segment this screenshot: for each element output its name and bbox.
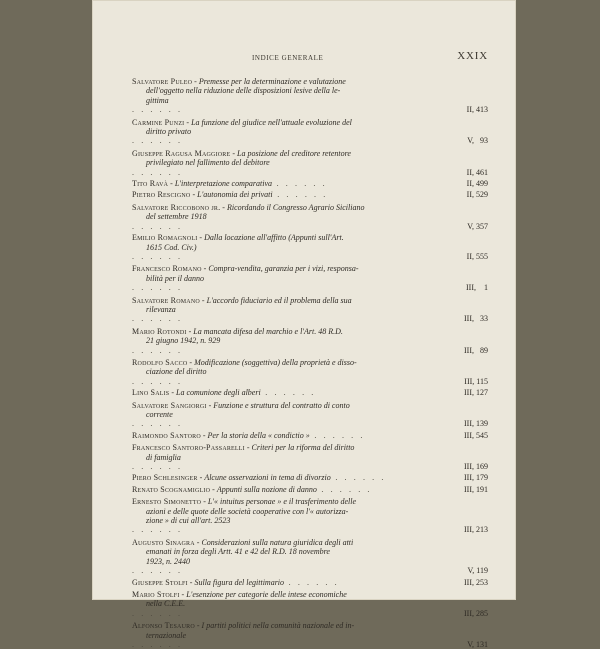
index-entry [132, 179, 488, 188]
entry-text: Alfonso Tesauro - I partiti politici nella comunità nazionale ed in- ternazionale . . . . . . [132, 621, 355, 649]
entry-author: Carmine Punzi [132, 117, 185, 127]
entry-text: Rodolfo Sacco - Modificazione (soggettiva) della proprietà e disso- ciazione del diritto . . . . . . [132, 357, 357, 386]
leader-dots: . . . . . . [132, 566, 183, 576]
entry-title-line: Dalla locazione all'affitto (Appunti sull'Art. [204, 233, 344, 243]
leader-dots: . . . . . . [272, 179, 328, 189]
entry-title-line: La comunione degli alberi [176, 388, 261, 398]
entry-text: Renato Scognamiglio - Appunti sulla nozione di danno . . . . . . [132, 484, 373, 494]
entry-text: Carmine Punzi - La funzione del giudice nell'attuale evoluzione del diritto privato . . . . . . [132, 117, 352, 146]
entry-title-line: 1615 Cod. Civ.) [146, 242, 197, 252]
entry-page-ref: III, 1 [466, 283, 488, 293]
entry-title-line: L'esenzione per categorie delle intese economiche [186, 589, 347, 599]
leader-dots: . . . . . . [132, 314, 183, 324]
index-entry [132, 473, 488, 482]
entry-page-ref: V, 93 [467, 136, 488, 146]
entry-page-ref: II, 413 [466, 105, 488, 115]
entry-title-line: La funzione del giudice nell'attuale evoluzione del [191, 117, 352, 127]
entry-title-line: bilità per il danno [146, 273, 204, 283]
entry-title-line: Premesse per la determinazione e valutazione [198, 77, 346, 86]
entry-text: Lino Salis - La comunione degli alberi . . . . . . [132, 388, 316, 398]
entry-title-line: Compra-vendita, garanzia per i vizi, responsa- [208, 264, 359, 274]
entry-title-line: Per la storia della « condictio » [207, 430, 310, 440]
index-entry [132, 358, 488, 386]
entry-author: Tito Ravà [132, 179, 169, 189]
running-title: INDICE GENERALE [252, 54, 324, 62]
index-entry [132, 327, 488, 355]
entry-text: Raimondo Santoro - Per la storia della « condictio » . . . . . . [132, 430, 365, 440]
entry-title-line: La posizione del creditore retentore [237, 148, 351, 158]
entry-title-line: L'« intuitus personae » e il trasferimento delle [207, 497, 357, 507]
entry-text: Salvatore Sangiorgi - Funzione e struttura del contratto di conto corrente . . . . . . [132, 400, 350, 429]
leader-dots: . . . . . . [132, 283, 183, 293]
entry-title-line: Ricordando il Congresso Agrario Siciliano [226, 202, 365, 212]
leader-dots: . . . . . . [132, 251, 183, 261]
entry-text: Pietro Rescigno - L'autonomia dei privati . . . . . . [132, 190, 328, 200]
index-entry [132, 590, 488, 618]
entry-page-ref: III, 213 [464, 525, 488, 535]
entry-text: Salvatore Romano - L'accordo fiduciario ed il problema della sua rilevanza . . . . . . [132, 295, 352, 324]
leader-dots: . . . . . . [132, 419, 183, 429]
entry-title-line: zione » di cui all'art. 2523 [146, 516, 231, 526]
entry-title-line: L'interpretazione comparativa [174, 179, 272, 189]
leader-dots: . . . . . . [272, 190, 328, 200]
entry-title-line: nella C.E.E. [146, 599, 186, 609]
entry-title-line: Appunti sulla nozione di danno [216, 484, 317, 494]
entry-title-line: gittima [146, 95, 169, 105]
leader-dots: . . . . . . [309, 430, 365, 440]
entry-title-line: dell'oggetto nella riduzione delle disposizioni lesive della le- [146, 86, 341, 96]
entry-title-line: del settembre 1918 [146, 212, 207, 222]
entry-text: Giuseppe Ragusa Maggiore - La posizione del creditore retentore privilegiato nel fallimento del debitore . . . . . . [132, 148, 351, 177]
entry-page-ref: II, 529 [466, 190, 488, 200]
leader-dots: . . . . . . [132, 376, 183, 386]
index-entry [132, 203, 488, 231]
entry-page-ref: V, 357 [467, 221, 488, 231]
entry-text: Francesco Santoro-Passarelli - Criteri per la riforma del diritto di famiglia . . . . . . [132, 443, 355, 472]
entry-title-line: diritto privato [146, 127, 192, 137]
entry-title-line: Criteri per la riforma del diritto [251, 443, 355, 453]
index-entry [132, 149, 488, 177]
entry-title-line: La mancata difesa del marchio e l'Art. 48 R.D. [193, 326, 343, 336]
entry-text: Francesco Romano - Compra-vendita, garanzia per i vizi, responsa- bilità per il danno . . . . . . [132, 264, 359, 293]
entry-title-line: L'autonomia dei privati [197, 190, 273, 200]
entry-page-ref: III, 191 [464, 484, 488, 494]
entry-title-line: Alcune osservazioni in tema di divorzio [204, 473, 331, 483]
entry-page-ref: II, 499 [466, 179, 488, 189]
entry-author: Renato Scognamiglio [132, 484, 211, 494]
entry-title-line: 21 giugno 1942, n. 929 [146, 336, 221, 346]
page-number: XXIX [457, 50, 488, 62]
entry-author: Mario Rotondi [132, 326, 187, 336]
entry-page-ref: III, 179 [464, 473, 488, 483]
leader-dots: . . . . . . [132, 525, 183, 535]
entry-title-line: emanati in forza degli Artt. 41 e 42 del R.D. 18 novembre [146, 547, 330, 557]
entry-title-line: L'accordo fiduciario ed il problema della sua [206, 295, 352, 305]
leader-dots: . . . . . . [132, 462, 183, 472]
entry-text: Augusto Sinagra - Considerazioni sulla natura giuridica degli atti emanati in forza degli Artt. 41 e 42 del R.D. 18 novembre 1923, n. 2440 . . . . . . [132, 537, 354, 576]
entry-author: Ernesto Simonetto [132, 497, 202, 507]
entry-title-line: 1923, n. 2440 [146, 556, 190, 566]
entry-author: Pietro Rescigno [132, 190, 191, 200]
entry-text: Piero Schlesinger - Alcune osservazioni in tema di divorzio . . . . . . [132, 473, 386, 483]
entry-author: Mario Stolfi [132, 589, 180, 599]
entry-author: Lino Salis [132, 388, 170, 398]
entry-page-ref: III, 253 [464, 577, 488, 587]
leader-dots: . . . . . . [284, 577, 340, 587]
entry-author: Rodolfo Sacco [132, 357, 188, 367]
index-entry [132, 497, 488, 535]
entry-title-line: rilevanza [146, 304, 176, 314]
leader-dots: . . . . . . [260, 388, 316, 398]
entry-page-ref: III, 139 [464, 419, 488, 429]
index-entry [132, 77, 488, 115]
entry-title-line: I partiti politici nella comunità nazionale ed in- [201, 621, 355, 631]
entry-page-ref: II, 555 [466, 251, 488, 261]
index-entry [132, 296, 488, 324]
index-entry [132, 190, 488, 199]
entry-author: Giuseppe Ragusa Maggiore [132, 148, 231, 158]
leader-dots: . . . . . . [132, 221, 183, 231]
entry-text: Salvatore Puleo - Premesse per la determinazione e valutazione dell'oggetto nella riduzione delle disposizioni lesive della le- gittima . . . . . . [132, 77, 346, 115]
leader-dots: . . . . . . [132, 105, 183, 115]
entry-title-line: Funzione e struttura del contratto di conto [213, 400, 350, 410]
entry-title-line: Considerazioni sulla natura giuridica degli atti [201, 537, 354, 547]
index-entry [132, 443, 488, 471]
entry-title-line: azioni e delle quote delle società cooperative con l'« autorizza- [146, 506, 349, 516]
leader-dots: . . . . . . [316, 484, 373, 494]
leader-dots: . . . . . . [330, 473, 386, 483]
leader-dots: . . . . . . [132, 608, 183, 618]
leader-dots: . . . . . . [132, 136, 183, 146]
book-page [92, 0, 516, 649]
index-entry [132, 538, 488, 576]
entry-page-ref: III, 33 [464, 314, 488, 324]
page-header [92, 52, 516, 66]
entry-title-line: Modificazione (soggettiva) della proprietà e disso- [194, 357, 357, 367]
entry-page-ref: III, 285 [464, 608, 488, 618]
entry-author: Alfonso Tesauro [132, 621, 195, 631]
entry-title-line: ciazione del diritto [146, 367, 207, 377]
index-entry [132, 401, 488, 429]
entry-author: Salvatore Puleo [132, 77, 193, 86]
index-entry [132, 264, 488, 292]
entry-author: Augusto Sinagra [132, 537, 195, 547]
entry-text: Giuseppe Stolfi - Sulla figura del legittimario . . . . . . [132, 577, 340, 587]
entry-author: Giuseppe Stolfi [132, 577, 188, 587]
entry-page-ref: V, 119 [467, 566, 488, 576]
entry-page-ref: III, 89 [464, 345, 488, 355]
index-entry [132, 621, 488, 649]
entry-text: Mario Rotondi - La mancata difesa del marchio e l'Art. 48 R.D. 21 giugno 1942, n. 929 . . . . . . [132, 326, 343, 355]
entry-text: Ernesto Simonetto - L'« intuitus personae » e il trasferimento delle azioni e delle quote delle società cooperative con l'« autorizza- zione » di cui all'art. 2523 . . . . . . [132, 497, 357, 535]
index-entry [132, 233, 488, 261]
entry-text: Emilio Romagnoli - Dalla locazione all'affitto (Appunti sull'Art. 1615 Cod. Civ.) . . . . . . [132, 233, 344, 261]
entry-author: Raimondo Santoro [132, 430, 201, 440]
entry-text: Mario Stolfi - L'esenzione per categorie delle intese economiche nella C.E.E. . . . . . . [132, 589, 347, 618]
entry-title-line: corrente [146, 410, 173, 419]
entry-page-ref: III, 169 [464, 462, 488, 472]
leader-dots: . . . . . . [132, 639, 183, 649]
entry-page-ref: III, 127 [464, 388, 488, 398]
entry-page-ref: III, 115 [464, 376, 488, 386]
index-entries [132, 74, 488, 649]
leader-dots: . . . . . . [132, 167, 183, 177]
entry-author: Piero Schlesinger [132, 473, 198, 483]
entry-title-line: ternazionale [146, 630, 186, 640]
entry-author: Salvatore Sangiorgi [132, 400, 207, 410]
entry-author: Salvatore Romano [132, 295, 200, 305]
entry-page-ref: V, 131 [467, 639, 488, 649]
entry-title-line: privilegiato nel fallimento del debitore [146, 158, 270, 168]
entry-author: Salvatore Riccobono jr. [132, 202, 221, 212]
index-entry [132, 118, 488, 146]
index-entry [132, 485, 488, 494]
entry-page-ref: II, 461 [466, 167, 488, 177]
entry-author: Francesco Romano [132, 264, 202, 274]
leader-dots: . . . . . . [132, 345, 183, 355]
entry-author: Francesco Santoro-Passarelli [132, 443, 245, 453]
entry-text: Tito Ravà - L'interpretazione comparativa . . . . . . [132, 179, 328, 189]
entry-page-ref: III, 545 [464, 430, 488, 440]
entry-title-line: di famiglia [146, 452, 181, 462]
index-entry [132, 578, 488, 587]
entry-author: Emilio Romagnoli [132, 233, 198, 243]
index-entry [132, 431, 488, 440]
index-entry [132, 388, 488, 397]
entry-title-line: Sulla figura del legittimario [194, 577, 285, 587]
entry-text: Salvatore Riccobono jr. - Ricordando il Congresso Agrario Siciliano del settembre 1918 . . . . . . [132, 202, 365, 231]
